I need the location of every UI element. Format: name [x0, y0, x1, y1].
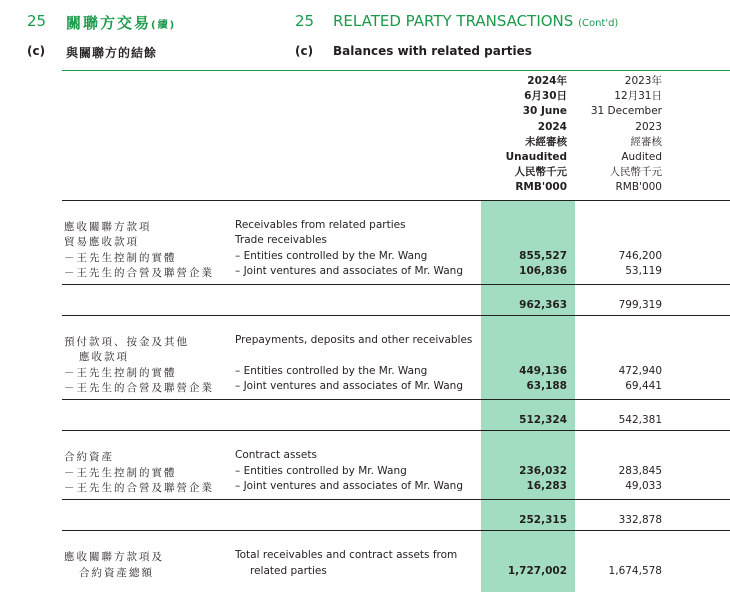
section3-row1-en: – Entities controlled by Mr. Wang — [235, 465, 407, 477]
section3-total-current: 252,315 — [519, 514, 567, 526]
section2-total-current: 512,324 — [519, 414, 567, 426]
section1-subtotal-rule — [62, 284, 730, 285]
section3-subtotal-rule — [62, 499, 730, 500]
section1-row2-zh: －王先生的合營及聯營企業 — [64, 267, 214, 279]
section3-row1-current: 236,032 — [519, 465, 567, 477]
title-en: RELATED PARTY TRANSACTIONS (Cont'd) — [333, 12, 619, 30]
title-en-suffix: (Cont'd) — [578, 18, 619, 29]
section3-row1-prior: 283,845 — [618, 465, 662, 477]
section2-row2-current: 63,188 — [526, 380, 567, 392]
section2-row1-zh: －王先生控制的實體 — [64, 367, 177, 379]
section-number-right: 25 — [295, 12, 315, 30]
grand-total-zh-line2: 合約資產總額 — [79, 567, 154, 579]
section3-row2-current: 16,283 — [526, 480, 567, 492]
table-rule — [62, 200, 730, 201]
section3-total-rule — [62, 530, 730, 531]
section1-total-current: 962,363 — [519, 299, 567, 311]
section1-row1-prior: 746,200 — [618, 250, 662, 262]
section2-total-prior: 542,381 — [618, 414, 662, 426]
subtitle-zh: 與關聯方的結餘 — [66, 46, 158, 60]
section1-row1-en: – Entities controlled by the Mr. Wang — [235, 250, 428, 262]
section1-row2-en: – Joint ventures and associates of Mr. Wang — [235, 265, 464, 277]
section1-total-prior: 799,319 — [618, 299, 662, 311]
section2-row2-en: – Joint ventures and associates of Mr. Wang — [235, 380, 464, 392]
section3-row2-zh: －王先生的合營及聯營企業 — [64, 482, 214, 494]
sub-label-right: (c) — [295, 44, 314, 58]
section1-zh-sub: 貿易應收款項 — [64, 236, 139, 248]
section3-row1-zh: －王先生控制的實體 — [64, 467, 177, 479]
section3-total-prior: 332,878 — [618, 514, 662, 526]
subtitle-en: Balances with related parties — [333, 44, 532, 58]
section2-total-rule — [62, 430, 730, 431]
section2-zh-heading: 預付款項、按金及其他 — [64, 336, 189, 348]
section3-zh-heading: 合約資產 — [64, 451, 114, 463]
section-number-left: 25 — [27, 12, 47, 30]
section1-row2-current: 106,836 — [519, 265, 567, 277]
section2-row1-current: 449,136 — [519, 365, 567, 377]
grand-total-zh-line1: 應收關聯方款項及 — [64, 551, 164, 563]
sub-label-left: (c) — [27, 44, 46, 58]
grand-total-prior: 1,674,578 — [608, 565, 662, 577]
title-zh: 關聯方交易(續) — [66, 14, 177, 32]
section1-en-sub: Trade receivables — [235, 234, 327, 246]
section1-row1-current: 855,527 — [519, 250, 567, 262]
section2-row1-prior: 472,940 — [618, 365, 662, 377]
column-header-prior: 2023年 12月31日 31 December 2023 經審核 Audited 人民幣千元 RMB'000 — [590, 75, 662, 194]
section1-zh-heading: 應收關聯方款項 — [64, 221, 152, 233]
section3-row2-en: – Joint ventures and associates of Mr. Wang — [235, 480, 464, 492]
section2-subtotal-rule — [62, 399, 730, 400]
column-header-current: 2024年 6月30日 30 June 2024 未經審核 Unaudited 人民幣千元 RMB'000 — [505, 75, 567, 194]
grand-total-current: 1,727,002 — [507, 565, 567, 577]
section3-row2-prior: 49,033 — [625, 480, 662, 492]
header-rule — [62, 70, 730, 71]
section2-zh-sub: 應收款項 — [79, 351, 129, 363]
section2-row2-prior: 69,441 — [625, 380, 662, 392]
grand-total-en-line2: related parties — [250, 565, 327, 577]
section2-row2-zh: －王先生的合營及聯營企業 — [64, 382, 214, 394]
grand-total-en-line1: Total receivables and contract assets from — [235, 549, 458, 561]
title-zh-suffix: (續) — [151, 20, 177, 31]
section1-row2-prior: 53,119 — [625, 265, 662, 277]
section1-row1-zh: －王先生控制的實體 — [64, 252, 177, 264]
section2-en-heading: Prepayments, deposits and other receivables — [235, 334, 473, 346]
section2-row1-en: – Entities controlled by the Mr. Wang — [235, 365, 428, 377]
section3-en-heading: Contract assets — [235, 449, 317, 461]
section1-en-heading: Receivables from related parties — [235, 219, 406, 231]
section1-total-rule — [62, 315, 730, 316]
